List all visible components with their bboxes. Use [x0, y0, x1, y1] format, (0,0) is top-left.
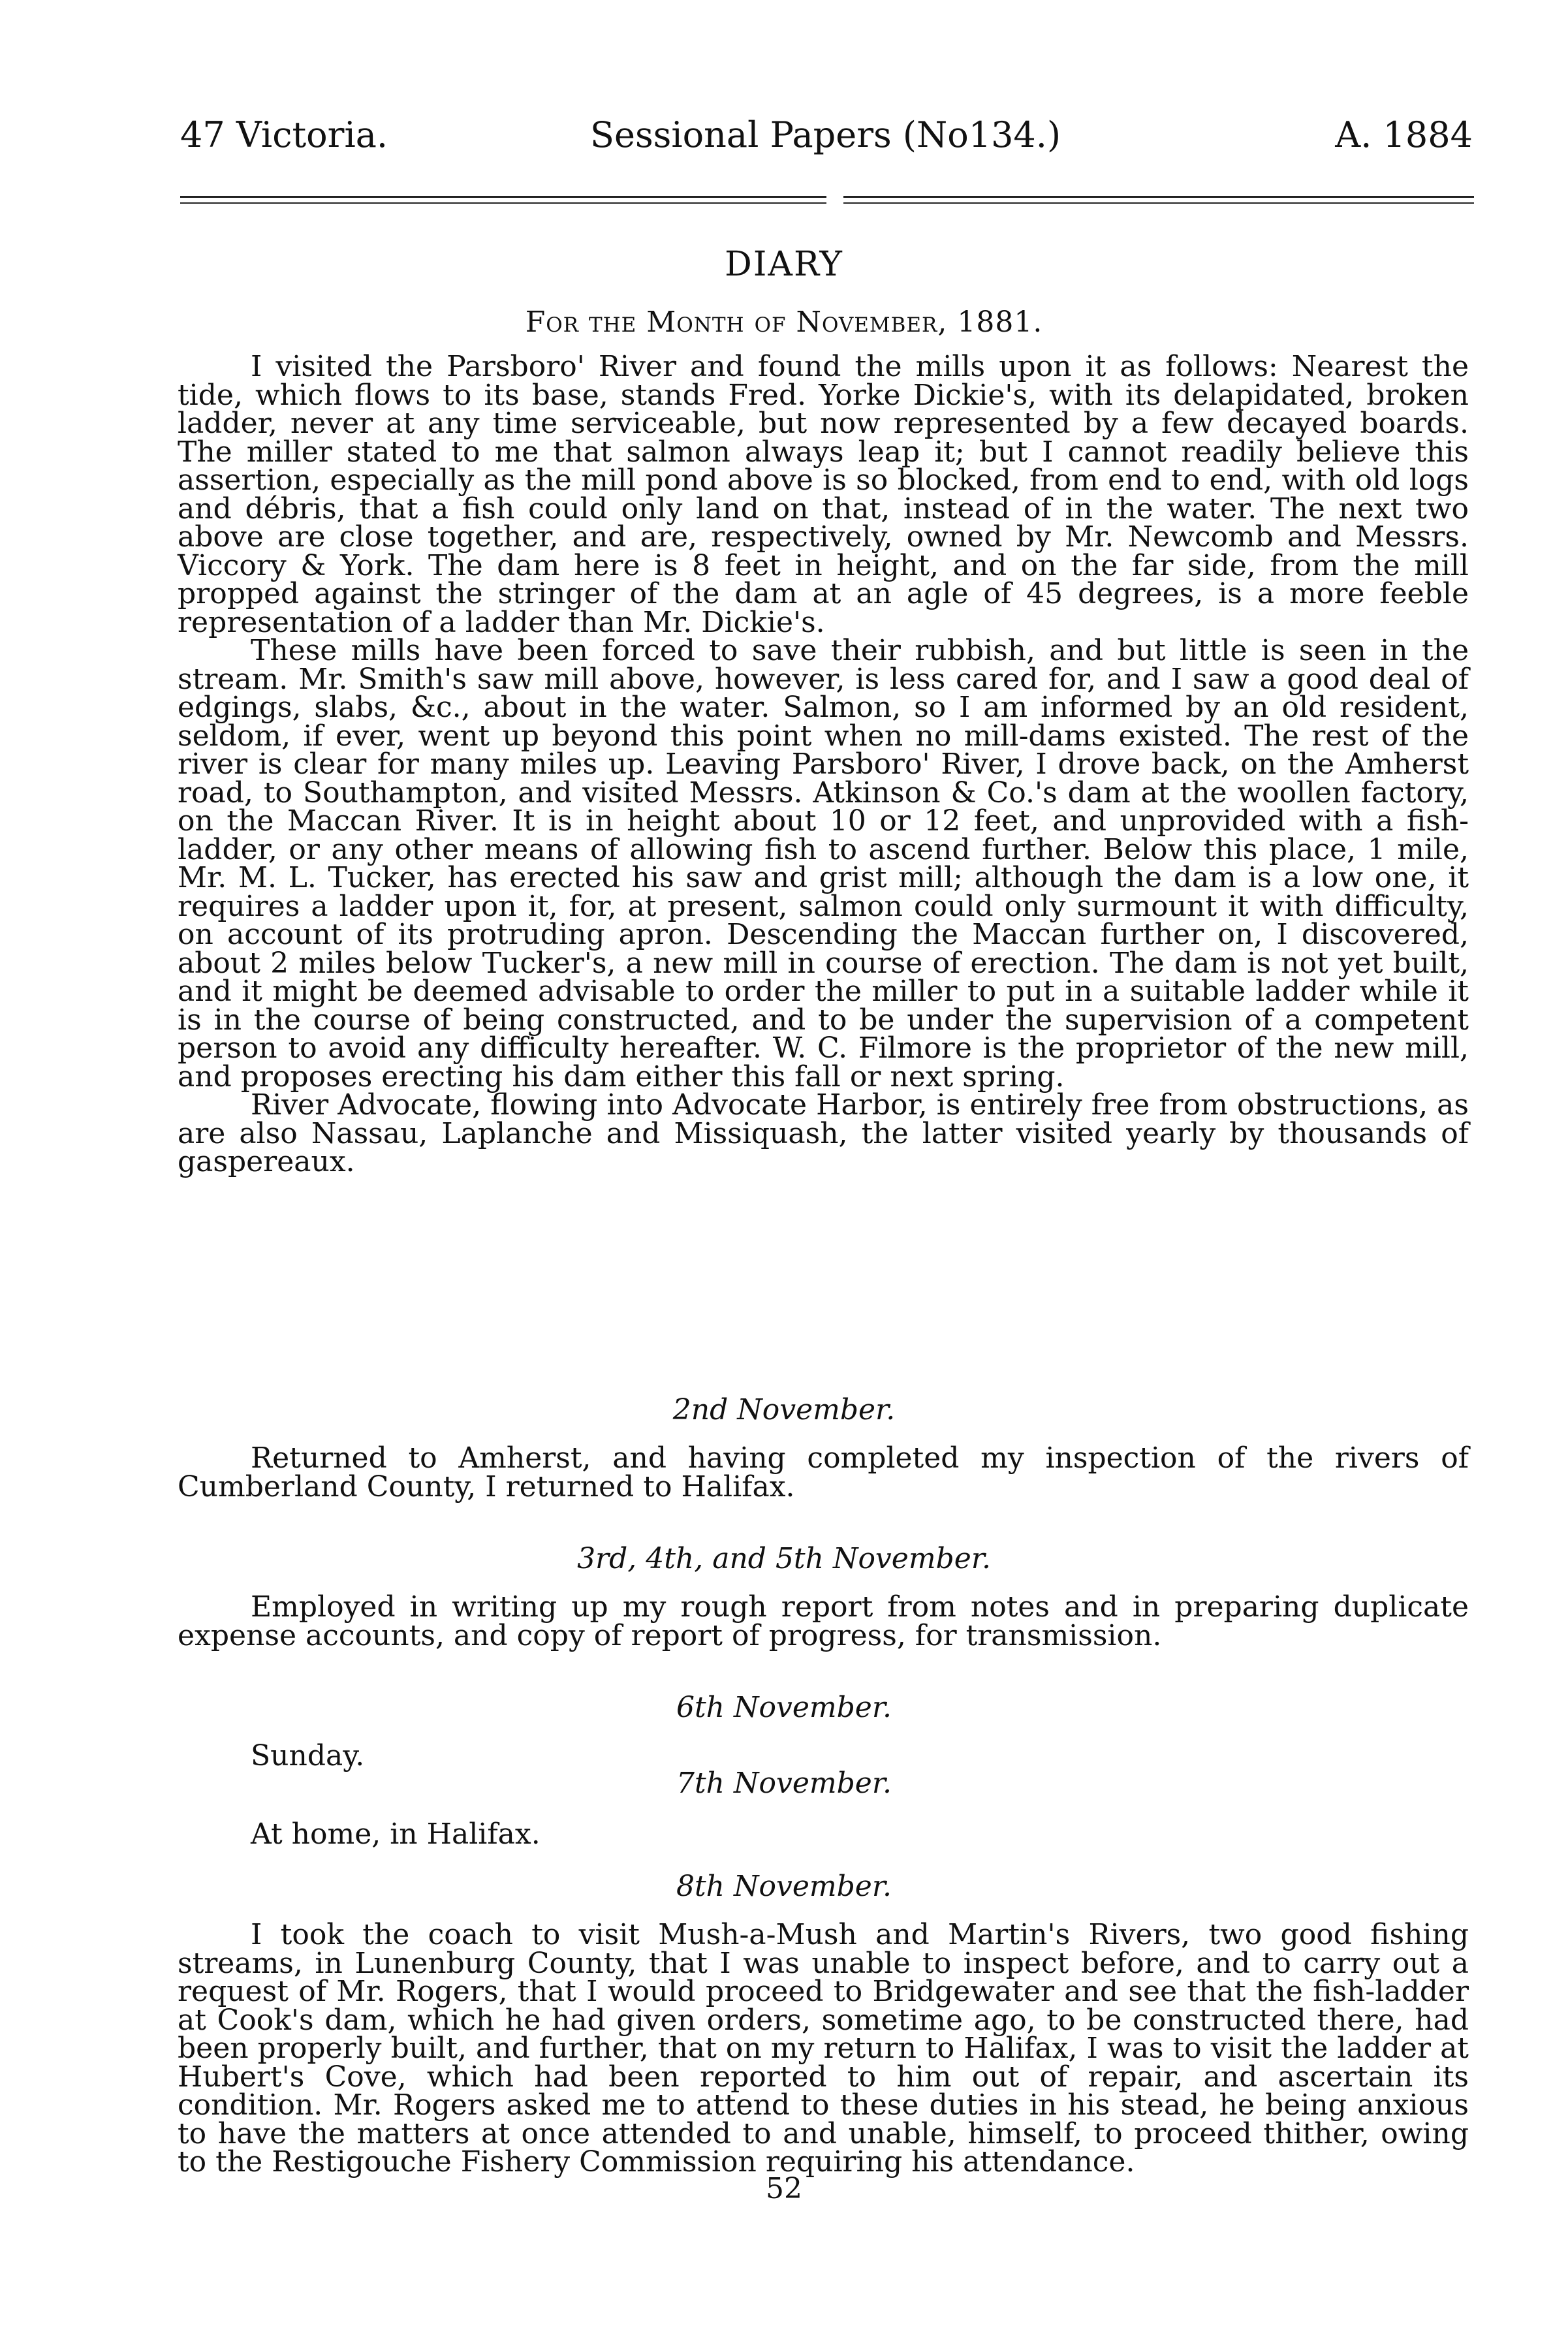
paragraph-writing-report: Employed in writing up my rough report from notes and in preparing duplicate expense accounts, and copy of report of progress, for transmission. [178, 1590, 1469, 1652]
entry-november-2 [178, 1441, 1469, 1503]
header-rule-right-top [843, 196, 1474, 198]
header-rule-left-top [180, 196, 826, 198]
entry-november-6: Sunday. [251, 1739, 365, 1772]
page-number: 52 [766, 2172, 802, 2205]
running-header [180, 112, 1473, 158]
header-year: A. 1884 [1335, 114, 1473, 155]
entry-november-3-5 [178, 1590, 1469, 1652]
paragraph-mush-a-mush: I took the coach to visit Mush-a-Mush and Martin's Rivers, two good fishing streams, in Lunenburg County, that I was unable to inspect before, and to carry out a request of Mr. Rogers, that I would proceed to Bridgewater and see that the fish-ladder at Cook's dam, which he had given orders, sometime ago, to be constructed there, had been properly built, and further, that on my return to Halifax, I was to visit the ladder at Hubert's Cove, which had been reported to him out of repair, and ascertain its condition. Mr. Rogers asked me to attend to these duties in his stead, he being anxious to have the matters at once attended to and unable, himself, to proceed thither, owing to the Restigouche Fishery Commission requiring his attendance. [178, 1918, 1469, 2179]
paragraph-parsboro-mills: I visited the Parsboro' River and found the mills upon it as follows: Nearest the tide, which flows to its base, stands Fred. Yorke Dickie's, with its delapidated, broken ladder, never at any time serviceable, but now represented by a few decayed boards. The miller stated to me that salmon always leap it; but I cannot readily believe this assertion, especially as the mill pond above is so blocked, from end to end, with old logs and débris, that a fish could only land on that, instead of in the water. The next two above are close together, and are, respectively, owned by Mr. Newcomb and Messrs. Viccory & York. The dam here is 8 feet in height, and on the far side, from the mill propped against the stringer of the dam at an agle of 45 degrees, is a more feeble representation of a ladder than Mr. Dickie's. [178, 350, 1469, 639]
paragraph-maccan-river: These mills have been forced to save their rubbish, and but little is seen in the stream. Mr. Smith's saw mill above, however, is less cared for, and I saw a good deal of edgings, slabs, &c., about in the water. Salmon, so I am informed by an old resident, seldom, if ever, went up beyond this point when no mill-dams existed. The rest of the river is clear for many miles up. Leaving Parsboro' River, I drove back, on the Amherst road, to Southampton, and visited Messrs. Atkinson & Co.'s dam at the woollen factory, on the Maccan River. It is in height about 10 or 12 feet, and unprovided with a fish-ladder, or any other means of allowing fish to ascend further. Below this place, 1 mile, Mr. M. L. Tucker, has erected his saw and grist mill; although the dam is a low one, it requires a ladder upon it, for, at present, salmon could only surmount it with difficulty, on account of its protruding apron. Descending the Maccan further on, I discovered, about 2 miles below Tucker's, a new mill in course of erection. The dam is not yet built, and it might be deemed advisable to order the miller to put in a suitable ladder while it is in the course of being constructed, and to be under the supervision of a competent person to avoid any difficulty hereafter. W. C. Filmore is the proprietor of the new mill, and proposes erecting his dam either this fall or next spring. [178, 634, 1469, 1094]
header-rule-right-bottom [843, 202, 1474, 204]
dateline-8th-november: 8th November. [676, 1870, 892, 1903]
paragraph-return-amherst: Returned to Amherst, and having completed my inspection of the rivers of Cumberland County, I returned to Halifax. [178, 1441, 1469, 1503]
entry-november-1 [178, 350, 1469, 1178]
dateline-3rd-5th-november: 3rd, 4th, and 5th November. [577, 1542, 991, 1575]
dateline-6th-november: 6th November. [676, 1691, 892, 1724]
dateline-2nd-november: 2nd November. [672, 1393, 896, 1426]
paragraph-river-advocate: River Advocate, flowing into Advocate Harbor, is entirely free from obstructions, as are also Nassau, Laplanche and Missiquash, the latter visited yearly by thousands of gaspereaux. [178, 1088, 1469, 1178]
entry-november-8 [178, 1918, 1469, 2179]
page-title: DIARY [725, 245, 843, 284]
header-rule-left-bottom [180, 202, 826, 204]
dateline-7th-november: 7th November. [676, 1767, 892, 1800]
entry-november-7: At home, in Halifax. [251, 1818, 541, 1851]
header-volume: 47 Victoria. [180, 114, 388, 155]
header-sessional-papers: Sessional Papers (No134.) [590, 114, 1061, 155]
page-subtitle: For the Month of November, 1881. [525, 306, 1043, 339]
